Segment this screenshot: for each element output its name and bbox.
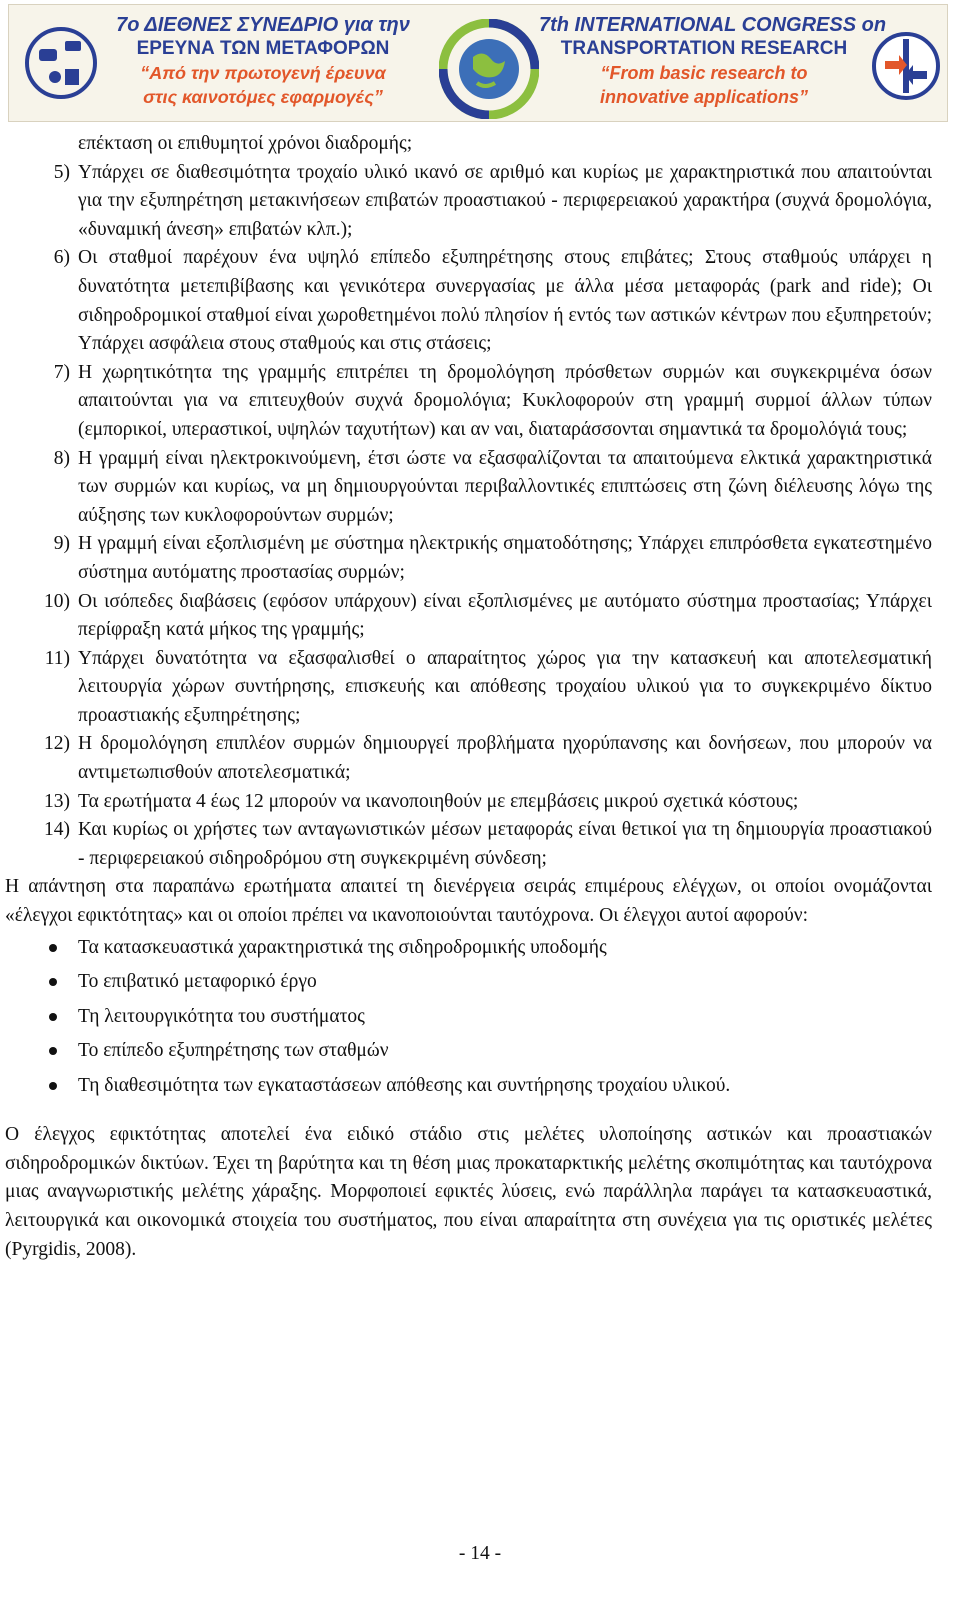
question-number: 8) [53, 447, 70, 469]
conference-banner [8, 4, 948, 122]
question-item [44, 645, 932, 731]
feasibility-intro-paragraph: Η απάντηση στα παραπάνω ερωτήματα απαιτεί τη διενέργεια σειράς επιμέρους ελέγχων, οι οποίοι ονομάζονται «έλεγχοι εφικτότητας» και οι οποίοι πρέπει να ικανοποιούνται ταυτόχρονα. Οι έλεγχοι αυτοί αφορούν: [5, 876, 932, 927]
english-subtitle-line1: “From basic research to [600, 63, 808, 83]
question-number: 10) [44, 590, 70, 612]
list-continuation-text: επέκταση οι επιθυμητοί χρόνοι διαδρομής; [78, 133, 413, 154]
question-item [44, 816, 932, 873]
question-text: Η χωρητικότητα της γραμμής επιτρέπει τη δρομολόγηση πρόσθετων συρμών και συγκεκριμένα όσων απαιτούνται για να επιτευχθούν συχνά δρομολόγια; Κυκλοφορούν στη γραμμή συρμοί άλλων τύπων (εμπορικοί, υπεραστικοί, υψηλών ταχυτήτων) και αν ναι, διαταράσσονται σημαντικά τα δρομολόγιά τους; [78, 361, 932, 440]
page-content [0, 130, 960, 1264]
question-list [0, 159, 960, 874]
bullet-text: Το επίπεδο εξυπηρέτησης των σταθμών [78, 1040, 389, 1062]
question-number: 5) [53, 161, 70, 183]
feasibility-definition-paragraph: Ο έλεγχος εφικτότητας αποτελεί ένα ειδικό στάδιο στις μελέτες υλοποίησης αστικών και προαστιακών σιδηροδρομικών δικτύων. Έχει τη βαρύτητα και τη θέση μιας προκαταρκτικής μελέτης σκοπιμότητας και ταυτόχρονα μιας αναγνωριστικής μελέτης χάραξης. Μορφοποιεί εφικτές λύσεις, ενώ παράλληλα παράγει τα κατασκευαστικά, λειτουργικά και οικονομικά στοιχεία του συστήματος, που είναι απαραίτητα στη συνέχεια για τις οριστικές μελέτες (Pyrgidis, 2008). [5, 1124, 932, 1260]
question-text: Υπάρχει δυνατότητα να εξασφαλισθεί ο απαραίτητος χώρος για την κατασκευή και αποτελεσματική λειτουργία χώρων συντήρησης, επισκευής και απόθεσης τροχαίου υλικού για το συγκεκριμένο δίκτυο προαστιακής εξυπηρέτησης; [78, 647, 932, 726]
question-text: Τα ερωτήματα 4 έως 12 μπορούν να ικανοποιηθούν με επεμβάσεις μικρού σχετικά κόστους; [78, 790, 799, 812]
congress-globe-logo [439, 19, 539, 119]
bullet-item [78, 1000, 960, 1035]
question-number: 13) [44, 790, 70, 812]
feasibility-checks-list [0, 931, 960, 1104]
bullet-dot-icon [49, 1047, 57, 1055]
bullet-item [78, 965, 960, 1000]
question-item [44, 730, 932, 787]
question-number: 12) [44, 733, 70, 755]
bullet-dot-icon [49, 1013, 57, 1021]
paragraph-spacer [0, 1103, 960, 1121]
question-item [53, 445, 932, 531]
greek-subtitle-line1: “Από την πρωτογενή έρευνα [140, 63, 386, 83]
question-text: Η δρομολόγηση επιπλέον συρμών δημιουργεί προβλήματα ηχορύπανσης και δονήσεων, που μπορούν να αντιμετωπισθούν αποτελεσματικά; [78, 733, 932, 784]
bullet-text: Τη λειτουργικότητα του συστήματος [78, 1005, 365, 1027]
question-item [53, 359, 932, 445]
greek-title-block [113, 13, 413, 109]
question-item [53, 530, 932, 587]
english-title-line1: 7th INTERNATIONAL CONGRESS on [539, 14, 887, 36]
question-text: Η γραμμή είναι εξοπλισμένη με σύστημα ηλεκτρικής σηματοδότησης; Υπάρχει επιπρόσθετα εγκατεστημένο σύστημα αυτόματης προστασίας συρμών; [78, 533, 932, 583]
bullet-item [78, 1034, 960, 1069]
bullet-dot-icon [49, 1082, 57, 1090]
question-text: Οι σταθμοί παρέχουν ένα υψηλό επίπεδο εξυπηρέτησης στους επιβάτες; Στους σταθμούς υπάρχει η δυνατότητα μετεπιβίβασης και γενικότερα συνεργασίας με άλλα μέσα μεταφοράς (park and ride); Οι σιδηροδρομικοί σταθμοί είναι χωροθετημένοι πολύ πλησίον ή εντός των αστικών κέντρων που εξυπηρετούν; Υπάρχει ασφάλεια στους σταθμούς και στις στάσεις; [78, 247, 932, 355]
question-text: Υπάρχει σε διαθεσιμότητα τροχαίο υλικό ικανό σε αριθμό και κυρίως με χαρακτηριστικά που απαιτούνται για την εξυπηρέτηση μετακινήσεων επιβατών προαστιακού - περιφερειακού χαρακτήρα (συχνά δρομολόγια, «δυναμική άνεση» επιβατών κλπ.); [78, 161, 932, 240]
bullet-item [78, 1069, 960, 1104]
question-number: 11) [44, 647, 70, 669]
greek-title-line2: ΕΡΕΥΝΑ ΤΩΝ ΜΕΤΑΦΟΡΩΝ [136, 38, 390, 59]
question-text: Η γραμμή είναι ηλεκτροκινούμενη, έτσι ώστε να εξασφαλίζονται τα απαιτούμενα ελκτικά χαρακτηριστικά των συρμών και κυρίως, να μη δημιουργούνται περιβαλλοντικές επιπτώσεις στη ζώνη διέλευσης λόγω της αύξησης των κυκλοφορούντων συρμών; [78, 447, 932, 526]
question-text: Οι ισόπεδες διαβάσεις (εφόσον υπάρχουν) είναι εξοπλισμένες με αυτόματο σύστημα προστασίας; Υπάρχει περίφραξη κατά μήκος της γραμμής; [78, 590, 932, 641]
english-subtitle-line2: innovative applications” [599, 87, 809, 107]
question-item [44, 788, 932, 817]
greek-title-line1: 7ο ΔΙΕΘΝΕΣ ΣΥΝΕΔΡΙΟ για την [116, 14, 410, 36]
question-number: 7) [53, 361, 70, 383]
bullet-item [78, 931, 960, 966]
bullet-dot-icon [49, 944, 57, 952]
road-arrows-icon [871, 31, 941, 101]
question-item [53, 159, 932, 245]
greek-subtitle-line2: στις καινοτόμες εφαρμογές” [143, 87, 383, 107]
english-title-block [539, 13, 887, 109]
question-number: 9) [53, 533, 70, 555]
bullet-text: Τα κατασκευαστικά χαρακτηριστικά της σιδηροδρομικής υποδομής [78, 936, 607, 958]
question-item [44, 588, 932, 645]
bullet-dot-icon [49, 978, 57, 986]
question-number: 6) [53, 247, 70, 269]
english-title-line2: TRANSPORTATION RESEARCH [560, 38, 848, 59]
page-number: - 14 - [458, 1543, 502, 1564]
bullet-text: Τη διαθεσιμότητα των εγκαταστάσεων απόθεσης και συντήρησης τροχαίου υλικού. [78, 1074, 731, 1096]
transport-pictogram-icon [25, 19, 97, 107]
question-item [53, 244, 932, 358]
question-number: 14) [44, 819, 70, 841]
bullet-text: Το επιβατικό μεταφορικό έργο [78, 971, 317, 993]
question-text: Και κυρίως οι χρήστες των ανταγωνιστικών μέσων μεταφοράς είναι θετικοί για τη δημιουργία προαστιακού - περιφερειακού σιδηροδρόμου στη συγκεκριμένη σύνδεση; [78, 819, 932, 869]
